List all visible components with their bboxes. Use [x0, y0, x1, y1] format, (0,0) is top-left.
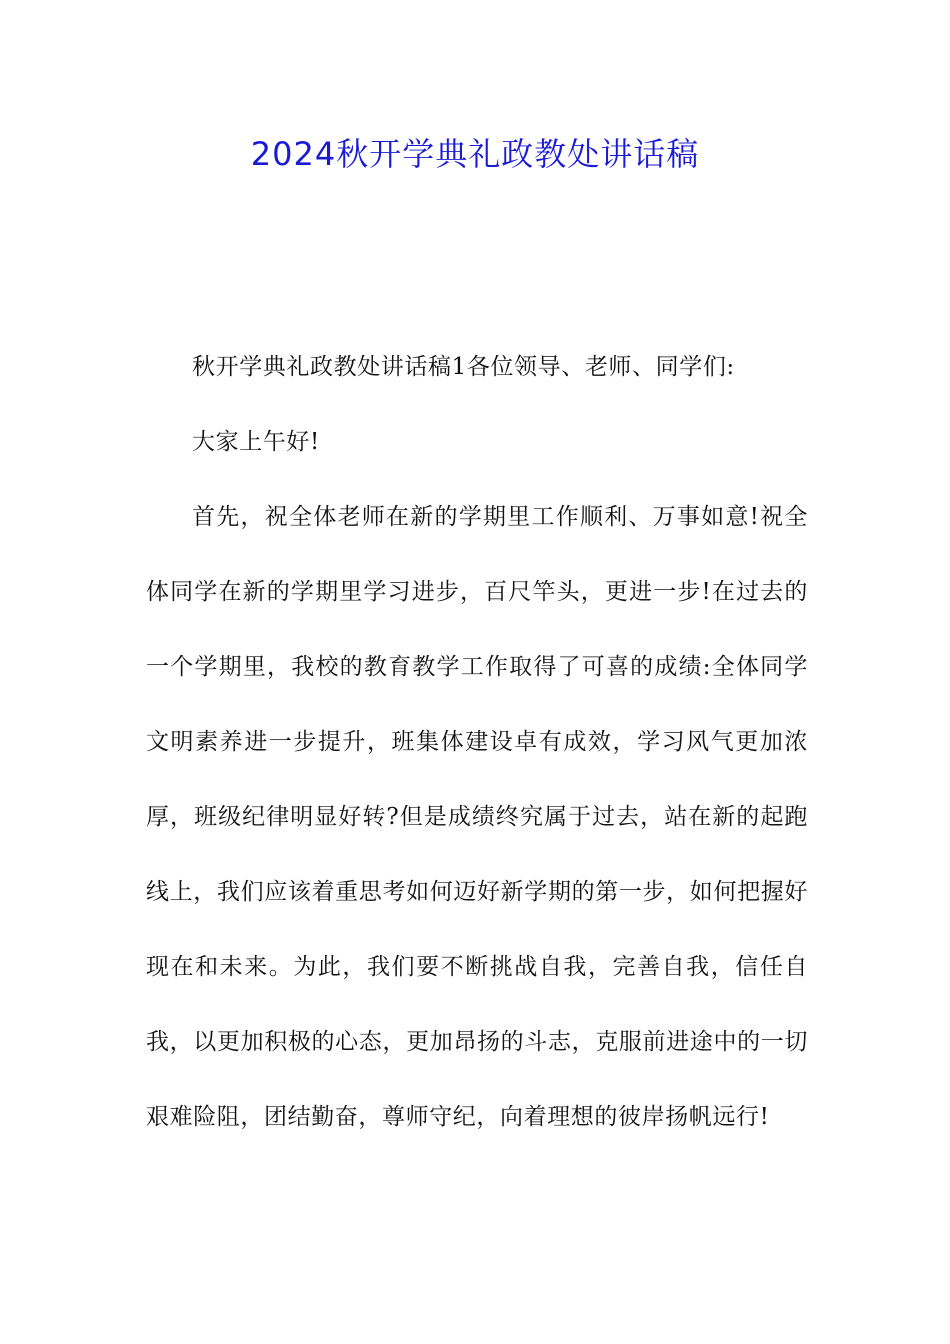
salutation-paragraph: 秋开学典礼政教处讲话稿1各位领导、老师、同学们: [192, 354, 735, 380]
main-paragraph: 首先，祝全体老师在新的学期里工作顺利、万事如意!祝全体同学在新的学期里学习进步，百尺竿头，更进一步!在过去的一个学期里，我校的教育教学工作取得了可喜的成绩:全体同学文明素养进一步提升，班集体建设卓有成效，学习风气更加浓厚，班级纪律明显好转?但是成绩终究属于过去，站在新的起跑线上，我们应该着重思考如何迈好新学期的第一步，如何把握好现在和未来。为此，我们要不断挑战自我，完善自我，信任自我，以更加积极的心态，更加昂扬的斗志，克服前进途中的一切艰难险阻，团结勤奋，尊师守纪，向着理想的彼岸扬帆远行! [146, 504, 808, 1130]
document-title: 2024秋开学典礼政教处讲话稿 [250, 135, 700, 173]
document-body [146, 330, 808, 1155]
greeting-paragraph: 大家上午好! [192, 429, 320, 455]
